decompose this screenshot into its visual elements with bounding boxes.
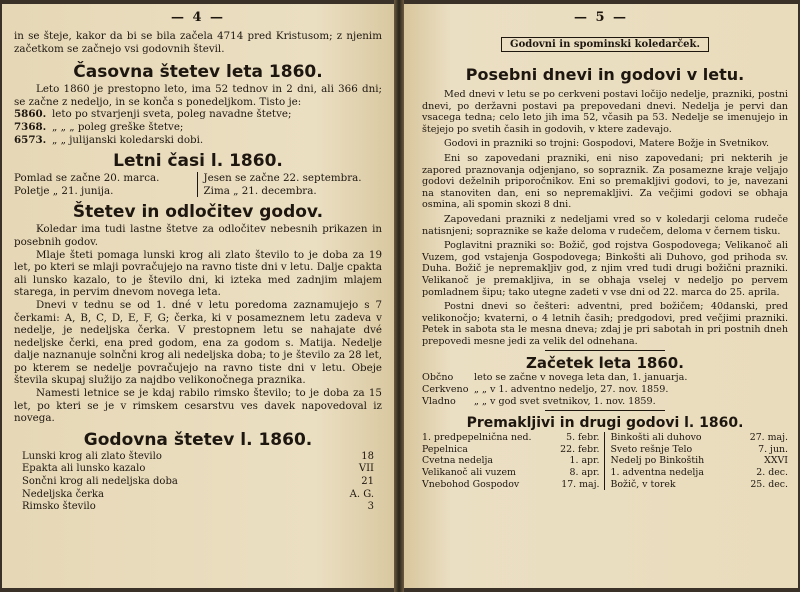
godovna-row: Rimsko število 3 <box>22 501 374 513</box>
godovna-row: Epakta ali lunsko kazalo VII <box>22 463 374 475</box>
stetev-paragraph: Koledar ima tudi lastne štetve za odločitev nebesnih prikazen in posebnih godov. <box>14 223 382 248</box>
right-content <box>422 32 788 490</box>
section-title-godovna: Godovna štetev l. 1860. <box>83 429 313 450</box>
posebni-paragraph: Godovi in prazniki so trojni: Gospodovi, Matere Božje in Svetnikov. <box>444 138 770 150</box>
right-page <box>404 4 798 588</box>
casovna-body: Leto 1860 je prestopno leto, ima 52 tednov in 2 dni, ali 366 dni; se začne z nedeljo, in se konča s ponedeljkom. Tisto je: <box>14 83 382 108</box>
stetev-paragraph: Dnevi v tednu se od 1. dné v letu poredoma zaznamujejo s 7 čerkami: A, B, C, D, E, F, G; čerka, ki v posameznem letu zadeva v nedelje, je nedeljska čerka. V prestopnem letu se nahajate dvé nedeljske čerki, ena pred godom, ena za godom s. Matija. Nedelje dalje naznanuje solnčni krog ali nedeljska doba; to je število za 28 let, po kterem se nedelje povračujejo na ravno tiste dni v letu. Obeje števila skupaj služijo za najdbo velikonočnega praznika. <box>14 298 382 387</box>
premakljivi-row: Velikanoč ali vuzem 8. apr. <box>422 467 600 479</box>
posebni-paragraph: Eni so zapovedani prazniki, eni niso zapovedani; pri nekterih je zapored praznovanja odjenjano, so sopraznik. Za posamezne kraje veljajo godovi deželnih priporočnikov. Eni so premakljivi godovi, to je, navezani na stanoviten dan, eni so nepremakljivi. Za večjimi godovi se obhaja osmina, ali spomin skozi 8 dni. <box>422 152 788 211</box>
premakljivi-row: 1. predpepelnična ned. 5. febr. <box>422 432 600 444</box>
posebni-paragraph: Poglavitni prazniki so: Božič, god rojstva Gospodovega; Velikanoč ali Vuzem, god vstajenja Gospodovega; Binkošti ali Duhovo, god prihoda sv. Duha. Božič je nepremakljiv god, z njim vred tudi drugi božični prazniki. Velikanoč je premakljiva, in se obhaja vselej v nedeljo po pervem pomladnem šipu; tako utegne zadeti v vse dni od 22. marca do 25. aprila. <box>422 240 788 298</box>
posebni-paragraph: Med dnevi v letu se po cerkveni postavi ločijo nedelje, prazniki, postni dnevi, po deržavni postavi pa prepovedani dnevi. Nedelja je pervi dan vsacega tedna; celo leto jih ima 52, včasih pa 53. Nedelje se imenujejo in štejejo po svetih časih in godovih, v ktere zadevajo. <box>422 89 788 135</box>
casovna-rows <box>14 108 382 146</box>
book-gutter <box>394 0 404 592</box>
godovna-table <box>14 451 382 514</box>
godovna-row: Sončni krog ali nedeljska doba 21 <box>22 476 374 488</box>
left-page <box>2 4 394 588</box>
header-bar: Godovni in spominski koledarček. <box>501 37 709 52</box>
section-title-letni-casi: Letni časi l. 1860. <box>113 151 283 172</box>
page-number-left: — 4 — <box>170 10 226 25</box>
stetev-paragraph: Mlaje šteti pomaga lunski krog ali zlato število to je doba za 19 let, po kteri se mlaji povračujejo na ravno tiste dni v letu. Dalje cpakta ali lunsko kazalo, to je število dni, ki izteka med zadnjim mlajem starega, in pervim dnevom novega leta. <box>14 248 382 299</box>
season-row: Jesen se začne 22. septembra. <box>203 172 362 185</box>
zacetek-table <box>422 372 788 407</box>
posebni-paragraph: Zapovedani prazniki z nedeljami vred so v koledarji celoma rudeče natisnjeni; sopraznike se kaže deloma v rudečem, deloma v černem tisku. <box>422 213 788 237</box>
premakljivi-row: 1. adventna nedelja 2. dec. <box>610 467 788 479</box>
section-title-zacetek: Začetek leta 1860. <box>526 354 684 373</box>
zacetek-row: Občno leto se začne v novega leta dan, 1. januarja. <box>422 372 688 384</box>
season-row: Poletje „ 21. junija. <box>14 184 114 197</box>
left-content <box>14 30 382 514</box>
section-title-casovna: Časovna štetev leta 1860. <box>73 62 323 83</box>
zacetek-row: Cerkveno „ „ v 1. adventno nedeljo, 27. nov. 1859. <box>422 384 669 396</box>
premakljivi-row: Božič, v torek 25. dec. <box>610 478 788 490</box>
premakljivi-row: Vnebohod Gospodov 17. maj. <box>422 478 600 490</box>
section-title-premakljivi: Premakljivi in drugi godovi l. 1860. <box>466 415 744 432</box>
godovna-row: Nedeljska čerka A. G. <box>22 488 374 500</box>
premakljivi-row: Sveto rešnje Telo 7. jun. <box>610 443 788 455</box>
zacetek-row: Vladno „ „ v god svet svetnikov, 1. nov. 1859. <box>422 395 656 407</box>
divider <box>545 410 665 411</box>
casovna-row: 5860. leto po stvarjenji sveta, poleg navadne štetve; <box>14 108 292 121</box>
premakljivi-row: Binkošti ali duhovo 27. maj. <box>610 432 788 444</box>
season-row: Zima „ 21. decembra. <box>203 184 317 197</box>
posebni-paragraph: Postni dnevi so češteri: adventni, pred božičem; 40danski, pred velikonočjo; kvaterni, o 4 letnih časih; predgodovi, pred večjimi prazniki. Petek in sabota sta le mesna dneva; zdaj je pri sabotah in pri postnih dneh prepovedi mesne jedi za velik del odnehana. <box>422 301 788 347</box>
premakljivi-row: Nedelj po Binkoštih XXVI <box>610 455 788 467</box>
stetev-paragraph: Namesti letnice se je kdaj rabilo rimsko število; to je doba za 15 let, po kteri se je v rimskem cesarstvu ves davek napovedoval iz novega. <box>14 387 382 425</box>
premakljivi-row: Cvetna nedelja 1. apr. <box>422 455 600 467</box>
godovna-row: Lunski krog ali zlato število 18 <box>22 450 374 462</box>
season-row: Pomlad se začne 20. marca. <box>14 172 160 185</box>
divider <box>545 350 665 351</box>
section-title-posebni-dnevi: Posebni dnevi in godovi v letu. <box>465 65 745 84</box>
intro-paragraph: in se šteje, kakor da bi se bila začela 4714 pred Kristusom; z njenim začetkom se začnejo vsi godovnih števil. <box>14 30 382 55</box>
casovna-row: 6573. „ „ julijanski koledarski dobi. <box>14 133 204 146</box>
letni-casi-table <box>14 172 382 197</box>
premakljivi-table <box>422 432 788 490</box>
premakljivi-row: Pepelnica 22. febr. <box>422 443 600 455</box>
page-number-right: — 5 — <box>573 10 629 25</box>
section-title-stetev: Štetev in odločitev godov. <box>72 202 324 223</box>
casovna-row: 7368. „ „ „ poleg greške štetve; <box>14 120 184 133</box>
